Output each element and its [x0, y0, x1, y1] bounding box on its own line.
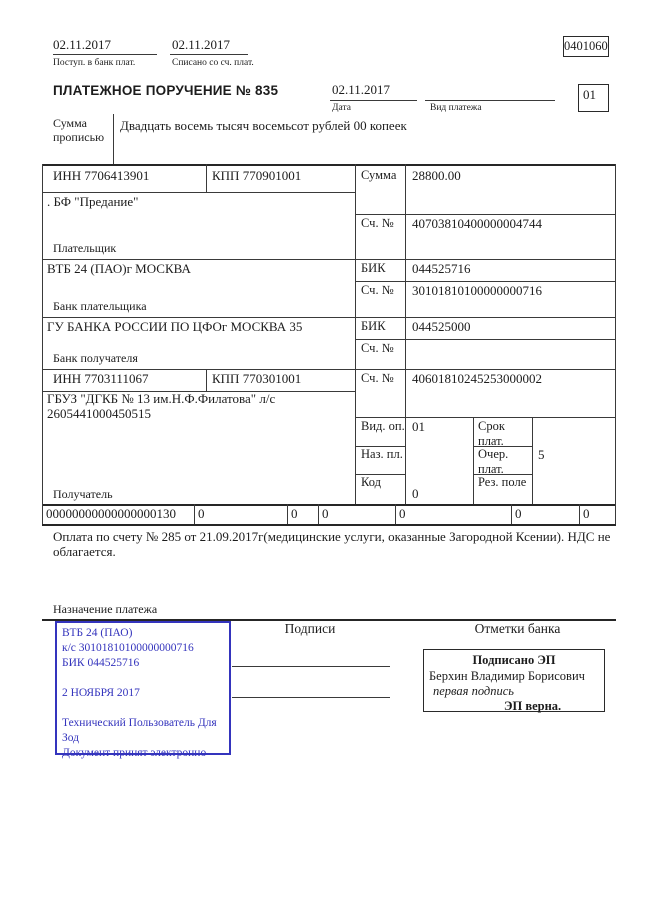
naz-pl-label: Наз. пл. [361, 447, 403, 461]
debited-date: 02.11.2017 [172, 37, 231, 52]
grid-line [206, 164, 207, 192]
grid-line [395, 504, 396, 524]
form-code-box [563, 36, 609, 57]
grid-line [355, 339, 616, 340]
signed-ep-title: Подписано ЭП [472, 653, 556, 667]
grid-line [194, 504, 195, 524]
signature-line-2 [232, 697, 390, 698]
code-field-2: 0 [198, 506, 205, 521]
sum-value: 28800.00 [412, 168, 461, 183]
payee-name-line2: 2605441000450515 [47, 406, 151, 421]
ocher-plat-value: 5 [538, 447, 545, 462]
code-field-7: 0 [583, 506, 590, 521]
underline [53, 54, 157, 55]
stamp-corr-account: к/с 30101810100000000716 [62, 642, 194, 654]
grid-line [287, 504, 288, 524]
payee-bank-name: ГУ БАНКА РОССИИ ПО ЦФОг МОСКВА 35 [47, 319, 303, 334]
payer-name: . БФ "Предание" [47, 194, 139, 209]
date-label: Дата [332, 103, 351, 113]
code-field-3: 0 [291, 506, 298, 521]
payee-bank-bik-label: БИК [361, 319, 386, 333]
sum-label: Сумма [361, 168, 397, 182]
first-signature-note: первая подпись [433, 684, 514, 698]
payment-purpose-text: Оплата по счету № 285 от 21.09.2017г(медицинские услуги, оказанные Загородной Ксении). НДС не облагается. [53, 529, 611, 560]
bank-stamp [55, 621, 231, 759]
signature-line-1 [232, 666, 390, 667]
code-field-5: 0 [399, 506, 406, 521]
payee-bank-bik: 044525000 [412, 319, 471, 334]
form-code: 0401060 [564, 39, 608, 53]
ep-verified-note: ЭП верна. [504, 699, 562, 713]
grid-line [511, 504, 512, 524]
payment-type-label: Вид платежа [430, 103, 482, 113]
payer-account: 40703810400000004744 [412, 216, 542, 231]
payer-status-code: 01 [583, 87, 596, 102]
payer-bank-corr-account: 30101810100000000716 [412, 283, 542, 298]
document-date: 02.11.2017 [332, 82, 391, 97]
payer-inn: ИНН 7706413901 [53, 168, 150, 183]
grid-line [42, 164, 616, 166]
stamp-bik: БИК 044525716 [62, 657, 140, 669]
grid-line [42, 317, 616, 318]
bank-marks-label: Отметки банка [474, 621, 561, 636]
payee-account: 40601810245253000002 [412, 371, 542, 386]
stamp-user: Технический Пользователь Для Зод [62, 717, 217, 744]
payee-bank-account-label: Сч. № [361, 341, 394, 355]
code-field-4: 0 [322, 506, 329, 521]
payee-name-line1: ГБУЗ "ДГКБ № 13 им.Н.Ф.Филатова" л/с [47, 391, 276, 406]
grid-line [42, 524, 616, 526]
grid-line [42, 164, 43, 524]
grid-line [405, 164, 406, 504]
grid-line [355, 281, 616, 282]
payment-purpose-label: Назначение платежа [53, 602, 158, 616]
grid-line [318, 504, 319, 524]
grid-line [355, 164, 356, 504]
payee-label: Получатель [53, 487, 113, 501]
payer-label: Плательщик [53, 241, 117, 255]
code-field-6: 0 [515, 506, 522, 521]
document-title: ПЛАТЕЖНОЕ ПОРУЧЕНИЕ № 835 [53, 83, 279, 98]
payer-bank-label: Банк плательщика [53, 299, 147, 313]
ocher-plat-label: Очер. плат. [478, 447, 509, 476]
stamp-bank-name: ВТБ 24 (ПАО) [62, 627, 133, 639]
srok-plat-label: Срок плат. [478, 419, 505, 448]
payer-bank-bik: 044525716 [412, 261, 471, 276]
kod-label: Код [361, 475, 381, 489]
payer-bank-account-label: Сч. № [361, 283, 394, 297]
payer-bank-bik-label: БИК [361, 261, 386, 275]
grid-line [473, 417, 474, 504]
payer-account-label: Сч. № [361, 216, 394, 230]
grid-line [532, 417, 533, 504]
payer-kpp: КПП 770901001 [212, 168, 302, 183]
payee-inn: ИНН 7703111067 [53, 371, 149, 386]
payee-bank-label: Банк получателя [53, 351, 138, 365]
grid-line [615, 164, 616, 524]
amount-in-words: Двадцать восемь тысяч восемьсот рублей 00 копеек [120, 118, 407, 133]
grid-line [579, 504, 580, 524]
signature-stamp-box [423, 649, 605, 712]
grid-line [42, 369, 616, 370]
payer-status-box [578, 84, 609, 112]
stamp-accepted-note: Документ принят электронно [62, 747, 207, 759]
underline [170, 54, 248, 55]
received-date-label: Поступ. в банк плат. [53, 58, 136, 68]
grid-line [355, 214, 616, 215]
underline [330, 100, 417, 101]
stamp-date: 2 НОЯБРЯ 2017 [62, 687, 140, 699]
grid-line [42, 259, 616, 260]
underline [425, 100, 555, 101]
vid-op-value: 01 [412, 419, 425, 434]
grid-line [355, 417, 616, 418]
received-date: 02.11.2017 [53, 37, 112, 52]
grid-line [42, 192, 355, 193]
amount-in-words-label: Сумма прописью [53, 116, 105, 144]
rez-pole-label: Рез. поле [478, 475, 527, 489]
payee-account-label: Сч. № [361, 371, 394, 385]
vid-op-label: Вид. оп. [361, 419, 405, 433]
divider [113, 114, 114, 164]
debited-date-label: Списано со сч. плат. [172, 58, 254, 68]
payer-bank-name: ВТБ 24 (ПАО)г МОСКВА [47, 261, 191, 276]
payee-kpp: КПП 770301001 [212, 371, 302, 386]
code-kbk: 00000000000000000130 [46, 506, 176, 521]
grid-line [206, 369, 207, 391]
kod-value: 0 [412, 486, 419, 501]
signatures-label: Подписи [284, 621, 336, 636]
signer-name: Берхин Владимир Борисович [429, 669, 585, 683]
